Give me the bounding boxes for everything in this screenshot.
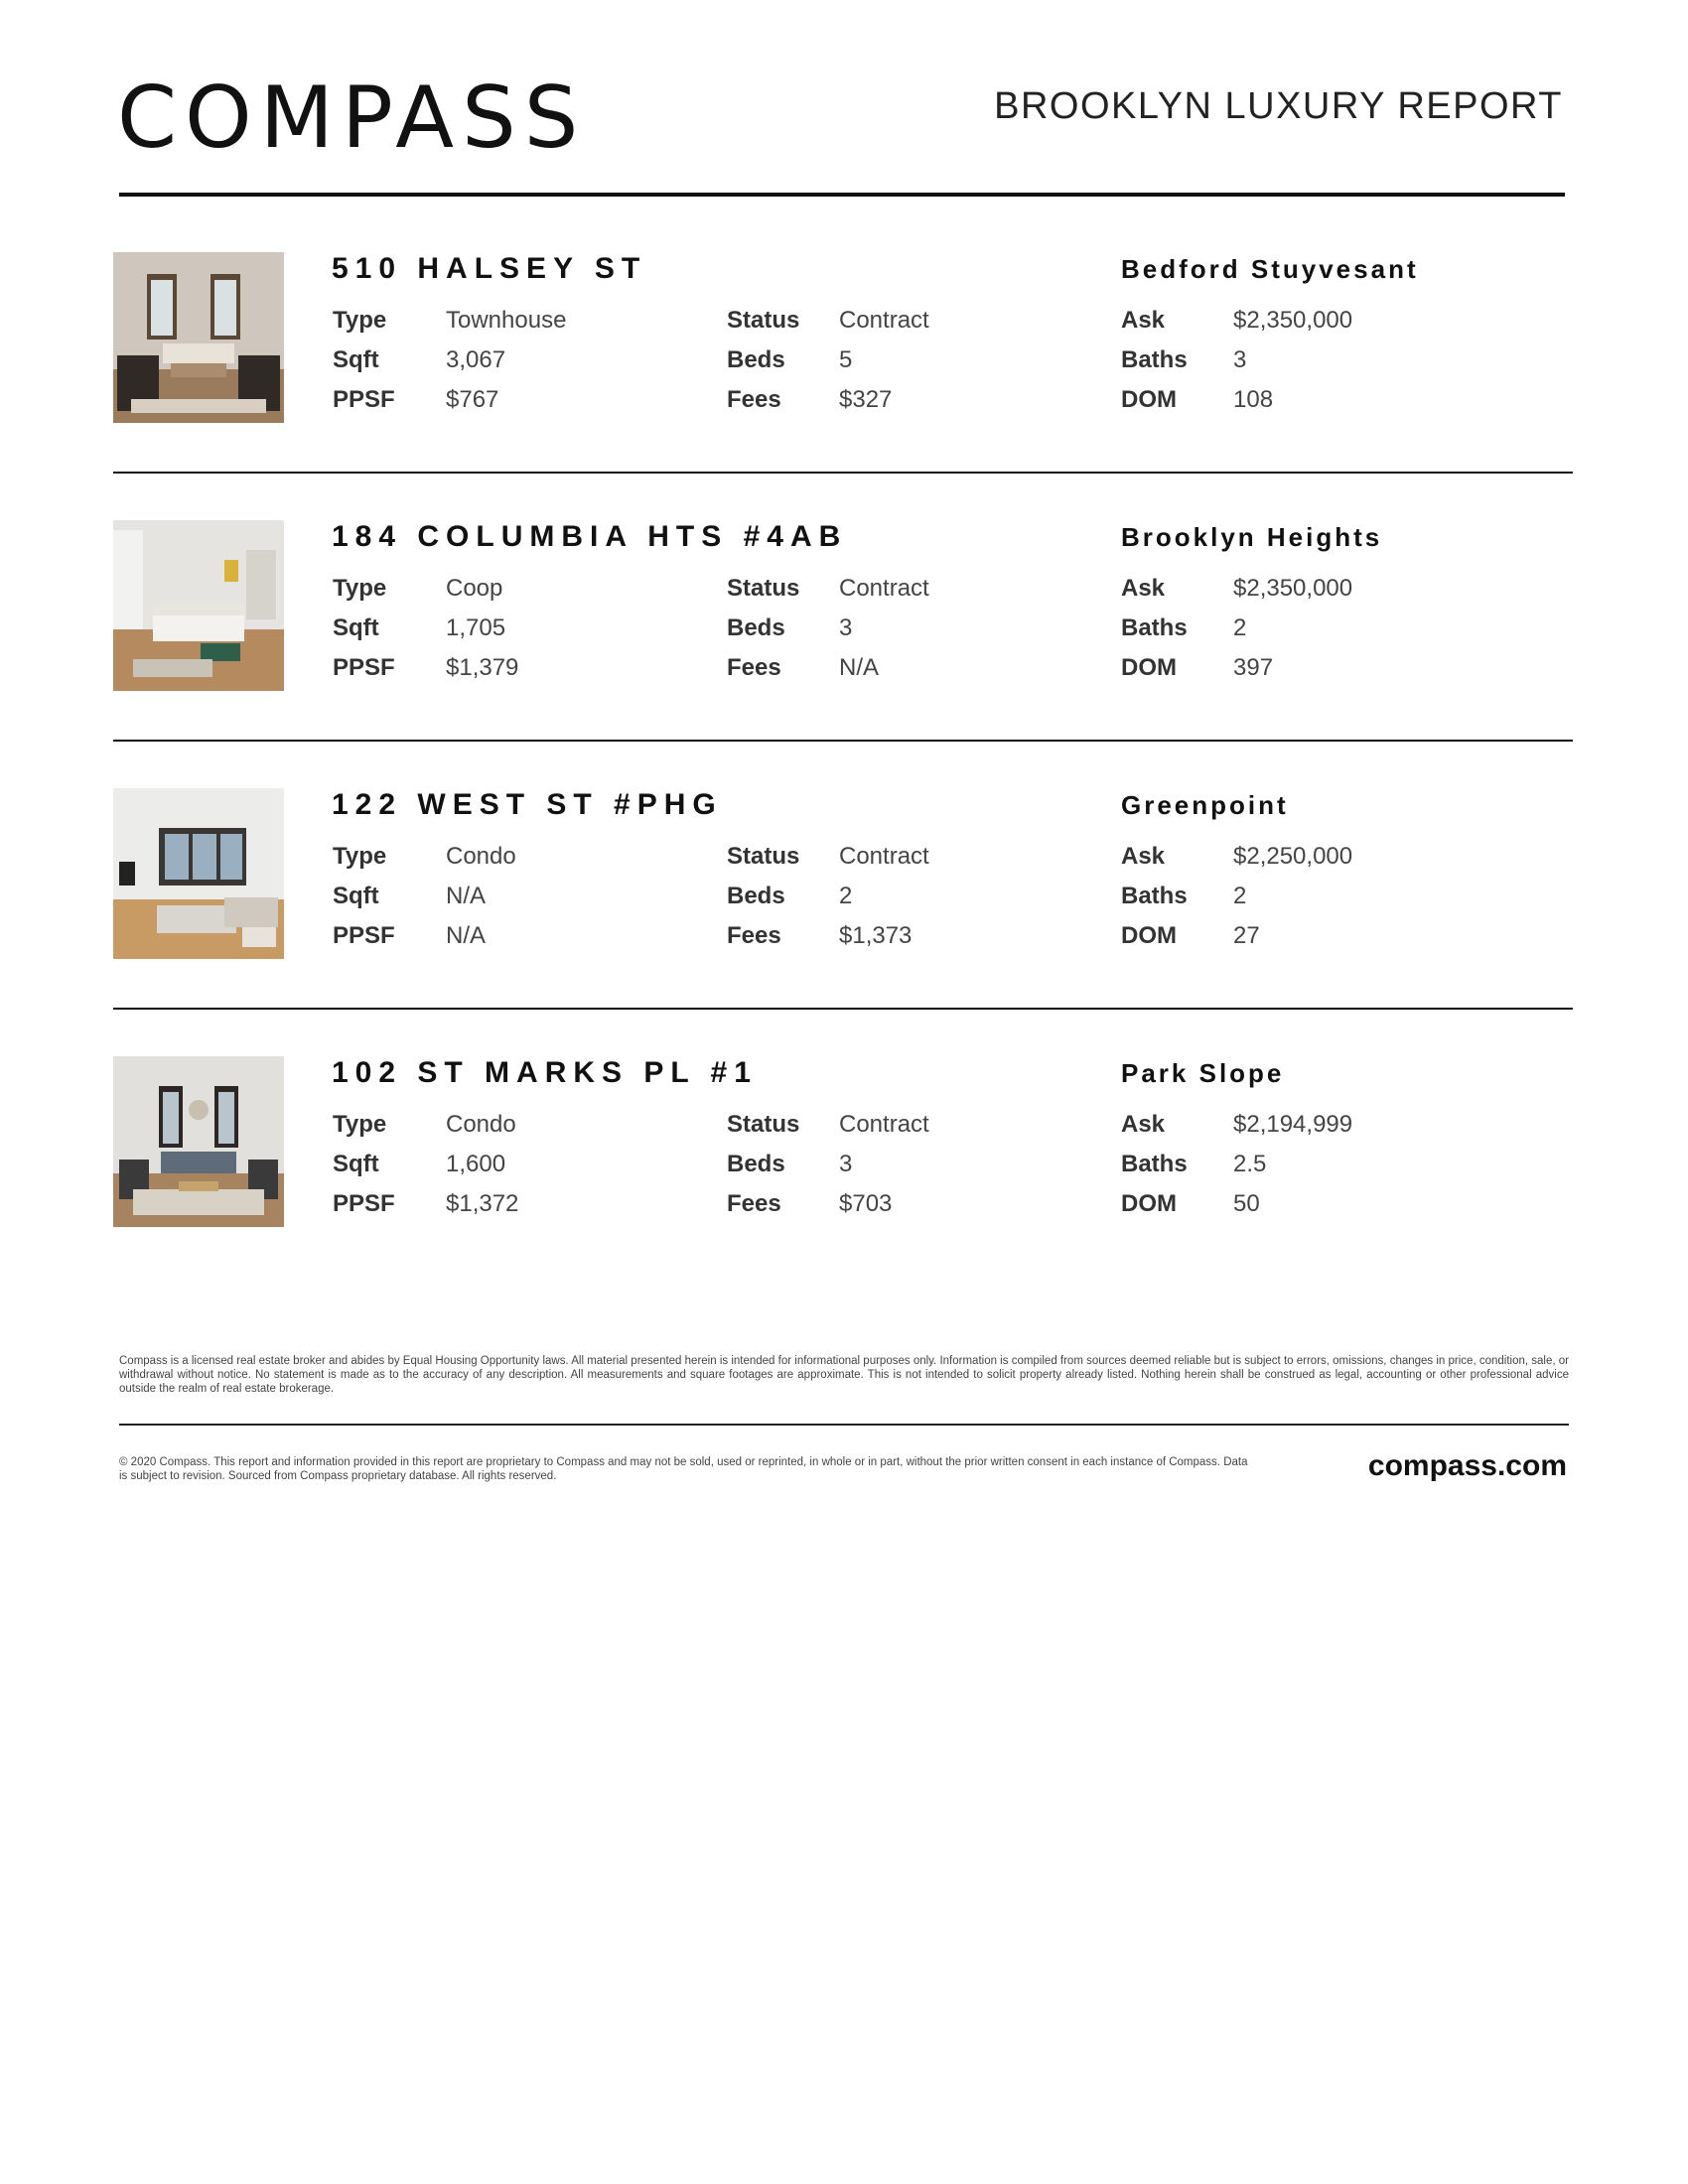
fees-value: $703 [839,1190,893,1217]
status-value: Contract [839,843,929,870]
ask-label: Ask [1121,843,1166,870]
ask-label: Ask [1121,307,1166,334]
ask-value: $2,350,000 [1233,575,1353,602]
status-label: Status [727,843,800,870]
ask-value: $2,194,999 [1233,1111,1353,1138]
listing-photo-condo-loft [113,788,284,959]
dom-value: 108 [1233,386,1274,413]
beds-value: 3 [839,614,853,641]
type-value: Townhouse [446,307,567,334]
ppsf-label: PPSF [333,922,395,949]
ppsf-label: PPSF [333,654,395,681]
website-link[interactable]: compass.com [1367,1449,1567,1482]
ask-value: $2,250,000 [1233,843,1353,870]
listing-neighborhood: Brooklyn Heights [1121,522,1383,552]
baths-label: Baths [1121,614,1188,641]
dom-value: 397 [1233,654,1274,681]
listing-4 [113,1056,1573,1230]
ppsf-value: $1,372 [446,1190,519,1217]
listing-address: 510 HALSEY ST [332,252,647,285]
beds-label: Beds [727,614,785,641]
listing-1 [113,252,1573,426]
listing-address: 102 ST MARKS PL #1 [332,1056,758,1089]
type-value: Condo [446,1111,516,1138]
baths-value: 2 [1233,614,1247,641]
fees-label: Fees [727,654,781,681]
baths-label: Baths [1121,883,1188,909]
beds-label: Beds [727,1151,785,1177]
fees-value: $327 [839,386,893,413]
listing-neighborhood: Park Slope [1121,1058,1285,1088]
ppsf-label: PPSF [333,1190,395,1217]
legal-disclaimer: Compass is a licensed real estate broker and abides by Equal Housing Opportunity laws. All material presented herein is intended for informational purposes only. Information is compiled from sources deemed reliable but is subject to errors, omissions, changes in price, condition, sale, or withdrawal without notice. No statement is made as to the accuracy of any description. All measurements and square footages are approximate. This is not intended to solicit property already listed. Nothing herein shall be construed as legal, accounting or other professional advice outside the realm of real estate brokerage. [119,1355,1569,1395]
listing-divider [113,1008,1573,1010]
listing-photo-townhouse-living-room [113,252,284,423]
type-value: Coop [446,575,503,602]
header-divider [119,193,1565,197]
type-label: Type [333,843,387,870]
sqft-label: Sqft [333,614,379,641]
sqft-value: 3,067 [446,346,506,373]
fees-label: Fees [727,1190,781,1217]
baths-label: Baths [1121,1151,1188,1177]
listing-photo-condo-parlor [113,1056,284,1227]
ask-label: Ask [1121,1111,1166,1138]
sqft-label: Sqft [333,883,379,909]
copyright-notice: © 2020 Compass. This report and information provided in this report are proprietary to Compass and may not be sold, used or reprinted, in whole or in part, without the prior written consent in each instance of Compass. Data is subject to revision. Sourced from Compass proprietary database. All rights reserved. [119,1456,1248,1482]
type-value: Condo [446,843,516,870]
baths-value: 2.5 [1233,1151,1267,1177]
logo-wordmark: COMPASS [117,68,587,168]
dom-label: DOM [1121,1190,1177,1217]
ppsf-value: $1,379 [446,654,519,681]
beds-value: 5 [839,346,853,373]
beds-value: 2 [839,883,853,909]
listing-neighborhood: Bedford Stuyvesant [1121,254,1419,284]
status-value: Contract [839,1111,929,1138]
status-value: Contract [839,307,929,334]
baths-value: 3 [1233,346,1247,373]
listing-divider [113,740,1573,742]
dom-value: 27 [1233,922,1260,949]
sqft-label: Sqft [333,1151,379,1177]
status-label: Status [727,1111,800,1138]
compass-logo [117,68,624,168]
baths-label: Baths [1121,346,1188,373]
listing-neighborhood: Greenpoint [1121,790,1289,820]
status-value: Contract [839,575,929,602]
sqft-value: 1,705 [446,614,506,641]
status-label: Status [727,575,800,602]
dom-value: 50 [1233,1190,1260,1217]
type-label: Type [333,575,387,602]
sqft-value: 1,600 [446,1151,506,1177]
listing-divider [113,472,1573,474]
beds-value: 3 [839,1151,853,1177]
listing-3 [113,788,1573,962]
dom-label: DOM [1121,654,1177,681]
listing-photo-coop-living-room [113,520,284,691]
baths-value: 2 [1233,883,1247,909]
ppsf-value: $767 [446,386,499,413]
fees-label: Fees [727,922,781,949]
beds-label: Beds [727,883,785,909]
dom-label: DOM [1121,386,1177,413]
ask-label: Ask [1121,575,1166,602]
ppsf-label: PPSF [333,386,395,413]
fees-label: Fees [727,386,781,413]
fees-value: N/A [839,654,880,681]
footer-divider [119,1424,1569,1426]
listing-address: 184 COLUMBIA HTS #4AB [332,520,848,553]
fees-value: $1,373 [839,922,913,949]
listing-2 [113,520,1573,694]
report-title: BROOKLYN LUXURY REPORT [994,85,1563,127]
listing-address: 122 WEST ST #PHG [332,788,723,821]
type-label: Type [333,1111,387,1138]
ask-value: $2,350,000 [1233,307,1353,334]
sqft-label: Sqft [333,346,379,373]
ppsf-value: N/A [446,922,487,949]
dom-label: DOM [1121,922,1177,949]
type-label: Type [333,307,387,334]
status-label: Status [727,307,800,334]
sqft-value: N/A [446,883,487,909]
beds-label: Beds [727,346,785,373]
